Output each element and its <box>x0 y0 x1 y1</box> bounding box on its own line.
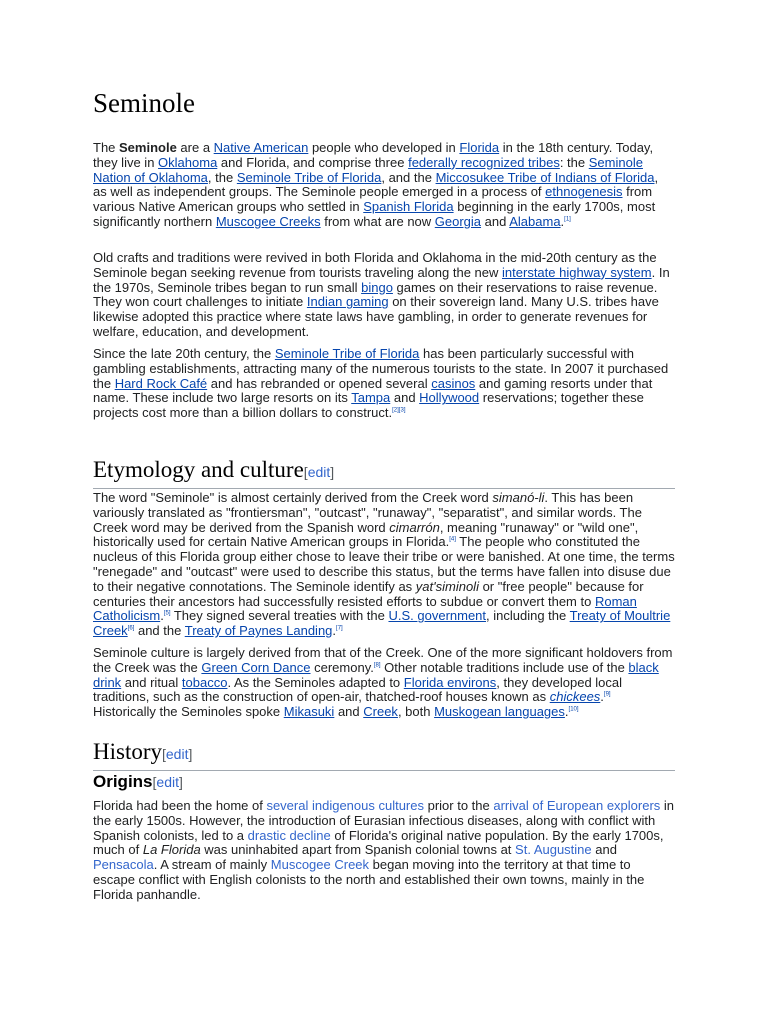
link-arrival-of-european-explorers[interactable]: arrival of European explorers <box>493 798 661 813</box>
link-florida[interactable]: Florida <box>459 140 500 155</box>
link-tampa[interactable]: Tampa <box>351 390 391 406</box>
reference-link[interactable]: [8] <box>373 662 381 669</box>
link-st-augustine[interactable]: St. Augustine <box>515 842 592 858</box>
link-hollywood[interactable]: Hollywood <box>419 390 480 406</box>
link-black-drink[interactable]: black drink <box>93 659 659 690</box>
link-creek[interactable]: Creek <box>363 704 398 720</box>
reference-link[interactable]: [7] <box>336 625 343 632</box>
link-treaty-of-paynes-landing[interactable]: Treaty of Paynes Landing <box>184 623 333 639</box>
intro-paragraph-1: The Seminole are a Native American people who developed in Florida in the 18th century. Today, they live in Oklahoma and Florida, and comprise three federally recognized tribes: the Seminole Nation of Oklahoma, the Seminole Tribe of Florida, and the Miccosukee Tribe of Indians of Florida, as well as independent groups. The Seminole people emerged in a process of ethnogenesis from various Native American groups who settled in Spanish Florida beginning in the early 1700s, most significantly northern Muscogee Creeks from what are now Georgia and Alabama.[1] <box>93 140 659 229</box>
edit-link[interactable]: edit <box>165 746 189 762</box>
link-drastic-decline[interactable]: drastic decline <box>247 827 331 843</box>
link-pensacola[interactable]: Pensacola <box>93 857 154 873</box>
link-indigenous-cultures[interactable]: several indigenous cultures <box>266 798 424 813</box>
link-seminole-nation-of-oklahoma[interactable]: Seminole Nation of Oklahoma <box>93 154 643 185</box>
reference-link[interactable]: [2][3] <box>392 407 406 414</box>
link-oklahoma[interactable]: Oklahoma <box>158 154 218 170</box>
link-bingo[interactable]: bingo <box>361 279 393 295</box>
bold-term: Seminole <box>119 140 177 155</box>
edit-section: [edit] <box>303 464 335 480</box>
subsection-origins <box>93 771 675 793</box>
link-native-american[interactable]: Native American <box>213 140 309 155</box>
link-muscogee-creeks[interactable]: Muscogee Creeks <box>215 213 321 229</box>
etymology-paragraph-1: The word "Seminole" is almost certainly derived from the Creek word simanó-li. This has been variously translated as "frontiersman", "outcast", "runaway", "separatist", and similar words. The Creek word may be derived from the Spanish word cimarrón, meaning "runaway" or "wild one", historically used for certain Native American groups in Florida.[4] The people who constituted the nucleus of this Florida group either chose to leave their tribe or were banished. At one time, the terms "renegade" and "outcast" were used to describe this status, but the terms have fallen into disuse due to their negative connotations. The Seminole identify as yat'siminoli or "free people" because for centuries their ancestors had successfully resisted efforts to subdue or convert them to Roman Catholicism.[5] They signed several treaties with the U.S. government, including the Treaty of Moultrie Creek[6] and the Treaty of Paynes Landing.[7] <box>93 490 675 639</box>
edit-link[interactable]: edit <box>307 464 331 480</box>
link-alabama[interactable]: Alabama <box>509 213 561 229</box>
section-heading-history: History[edit] <box>93 738 675 771</box>
reference-link[interactable]: [9] <box>603 692 611 699</box>
link-hard-rock-cafe[interactable]: Hard Rock Café <box>114 375 208 391</box>
reference-link[interactable]: [6] <box>127 625 135 632</box>
link-mikasuki[interactable]: Mikasuki <box>283 704 335 720</box>
intro-paragraph-3: Since the late 20th century, the Seminole Tribe of Florida has been particularly successful with gambling establishments, attracting many of the numerous tourists to the state. In 2007 it purchased the Hard Rock Café and has rebranded or opened several casinos and gaming resorts under that name. These include two large resorts on its Tampa and Hollywood reservations; together these projects cost more than a billion dollars to construct.[2][3] <box>93 346 669 421</box>
page-title: Seminole <box>93 88 195 118</box>
section-history <box>93 738 675 771</box>
link-seminole-tribe-of-florida[interactable]: Seminole Tribe of Florida <box>236 169 382 185</box>
link-green-corn-dance[interactable]: Green Corn Dance <box>201 659 311 675</box>
origins-paragraph: Florida had been the home of several indigenous cultures prior to the arrival of European explorers in the early 1500s. However, the introduction of Eurasian infectious diseases, along with conflict with Spanish colonists, led to a drastic decline of Florida's original native population. By the early 1700s, much of La Florida was uninhabited apart from Spanish colonial towns at St. Augustine and Pensacola. A stream of mainly Muscogee Creek began moving into the territory at that time to escape conflict with English colonists to the north and established their own towns, mainly in the Florida panhandle. <box>93 798 675 902</box>
link-indian-gaming[interactable]: Indian gaming <box>306 294 389 310</box>
link-chickees[interactable]: chickees <box>549 689 601 705</box>
reference-link[interactable]: [1] <box>564 216 571 223</box>
link-muscogee-creek[interactable]: Muscogee Creek <box>270 857 370 873</box>
section-heading-etymology: Etymology and culture[edit] <box>93 456 675 489</box>
link-florida-environs[interactable]: Florida environs <box>403 674 497 690</box>
edit-section: [edit] <box>162 746 193 762</box>
link-us-government[interactable]: U.S. government <box>388 608 487 624</box>
edit-section: [edit] <box>152 774 183 790</box>
link-spanish-florida[interactable]: Spanish Florida <box>363 199 454 215</box>
etymology-paragraph-2: Seminole culture is largely derived from that of the Creek. One of the more significant holdovers from the Creek was the Green Corn Dance ceremony.[8] Other notable traditions include use of the black drink and ritual tobacco. As the Seminoles adapted to Florida environs, they developed local traditions, such as the construction of open-air, thatched-roof houses known as chickees.[9] Historically the Seminoles spoke Mikasuki and Creek, both Muskogean languages.[10] <box>93 645 673 720</box>
link-muskogean-languages[interactable]: Muskogean languages <box>434 704 565 720</box>
edit-link[interactable]: edit <box>156 774 179 790</box>
link-ethnogenesis[interactable]: ethnogenesis <box>545 184 623 200</box>
link-treaty-of-moultrie-creek[interactable]: Treaty of Moultrie Creek <box>93 608 671 639</box>
link-roman-catholicism[interactable]: Roman Catholicism <box>93 593 637 624</box>
section-etymology <box>93 456 675 489</box>
reference-link[interactable]: [4] <box>449 537 456 544</box>
reference-link[interactable]: [10] <box>568 706 579 713</box>
link-interstate-highway-system[interactable]: interstate highway system <box>502 264 652 280</box>
link-tobacco[interactable]: tobacco <box>181 674 228 690</box>
intro-paragraph-2: Old crafts and traditions were revived in both Florida and Oklahoma in the mid-20th century as the Seminole began seeking revenue from tourists traveling along the new interstate highway system. In the 1970s, Seminole tribes began to run small bingo games on their reservations to raise revenue. They won court challenges to initiate Indian gaming on their sovereign land. Many U.S. tribes have likewise adopted this practice where state laws have gambling, in order to generate revenues for welfare, education, and development. <box>93 250 670 339</box>
link-miccosukee-tribe[interactable]: Miccosukee Tribe of Indians of Florida <box>435 169 655 185</box>
reference-link[interactable]: [5] <box>163 611 171 618</box>
link-federally-recognized-tribes[interactable]: federally recognized tribes <box>408 154 560 170</box>
link-seminole-tribe-of-florida[interactable]: Seminole Tribe of Florida <box>274 346 420 361</box>
subsection-heading-origins: Origins[edit] <box>93 772 183 791</box>
link-georgia[interactable]: Georgia <box>434 213 482 229</box>
link-casinos[interactable]: casinos <box>431 375 476 391</box>
